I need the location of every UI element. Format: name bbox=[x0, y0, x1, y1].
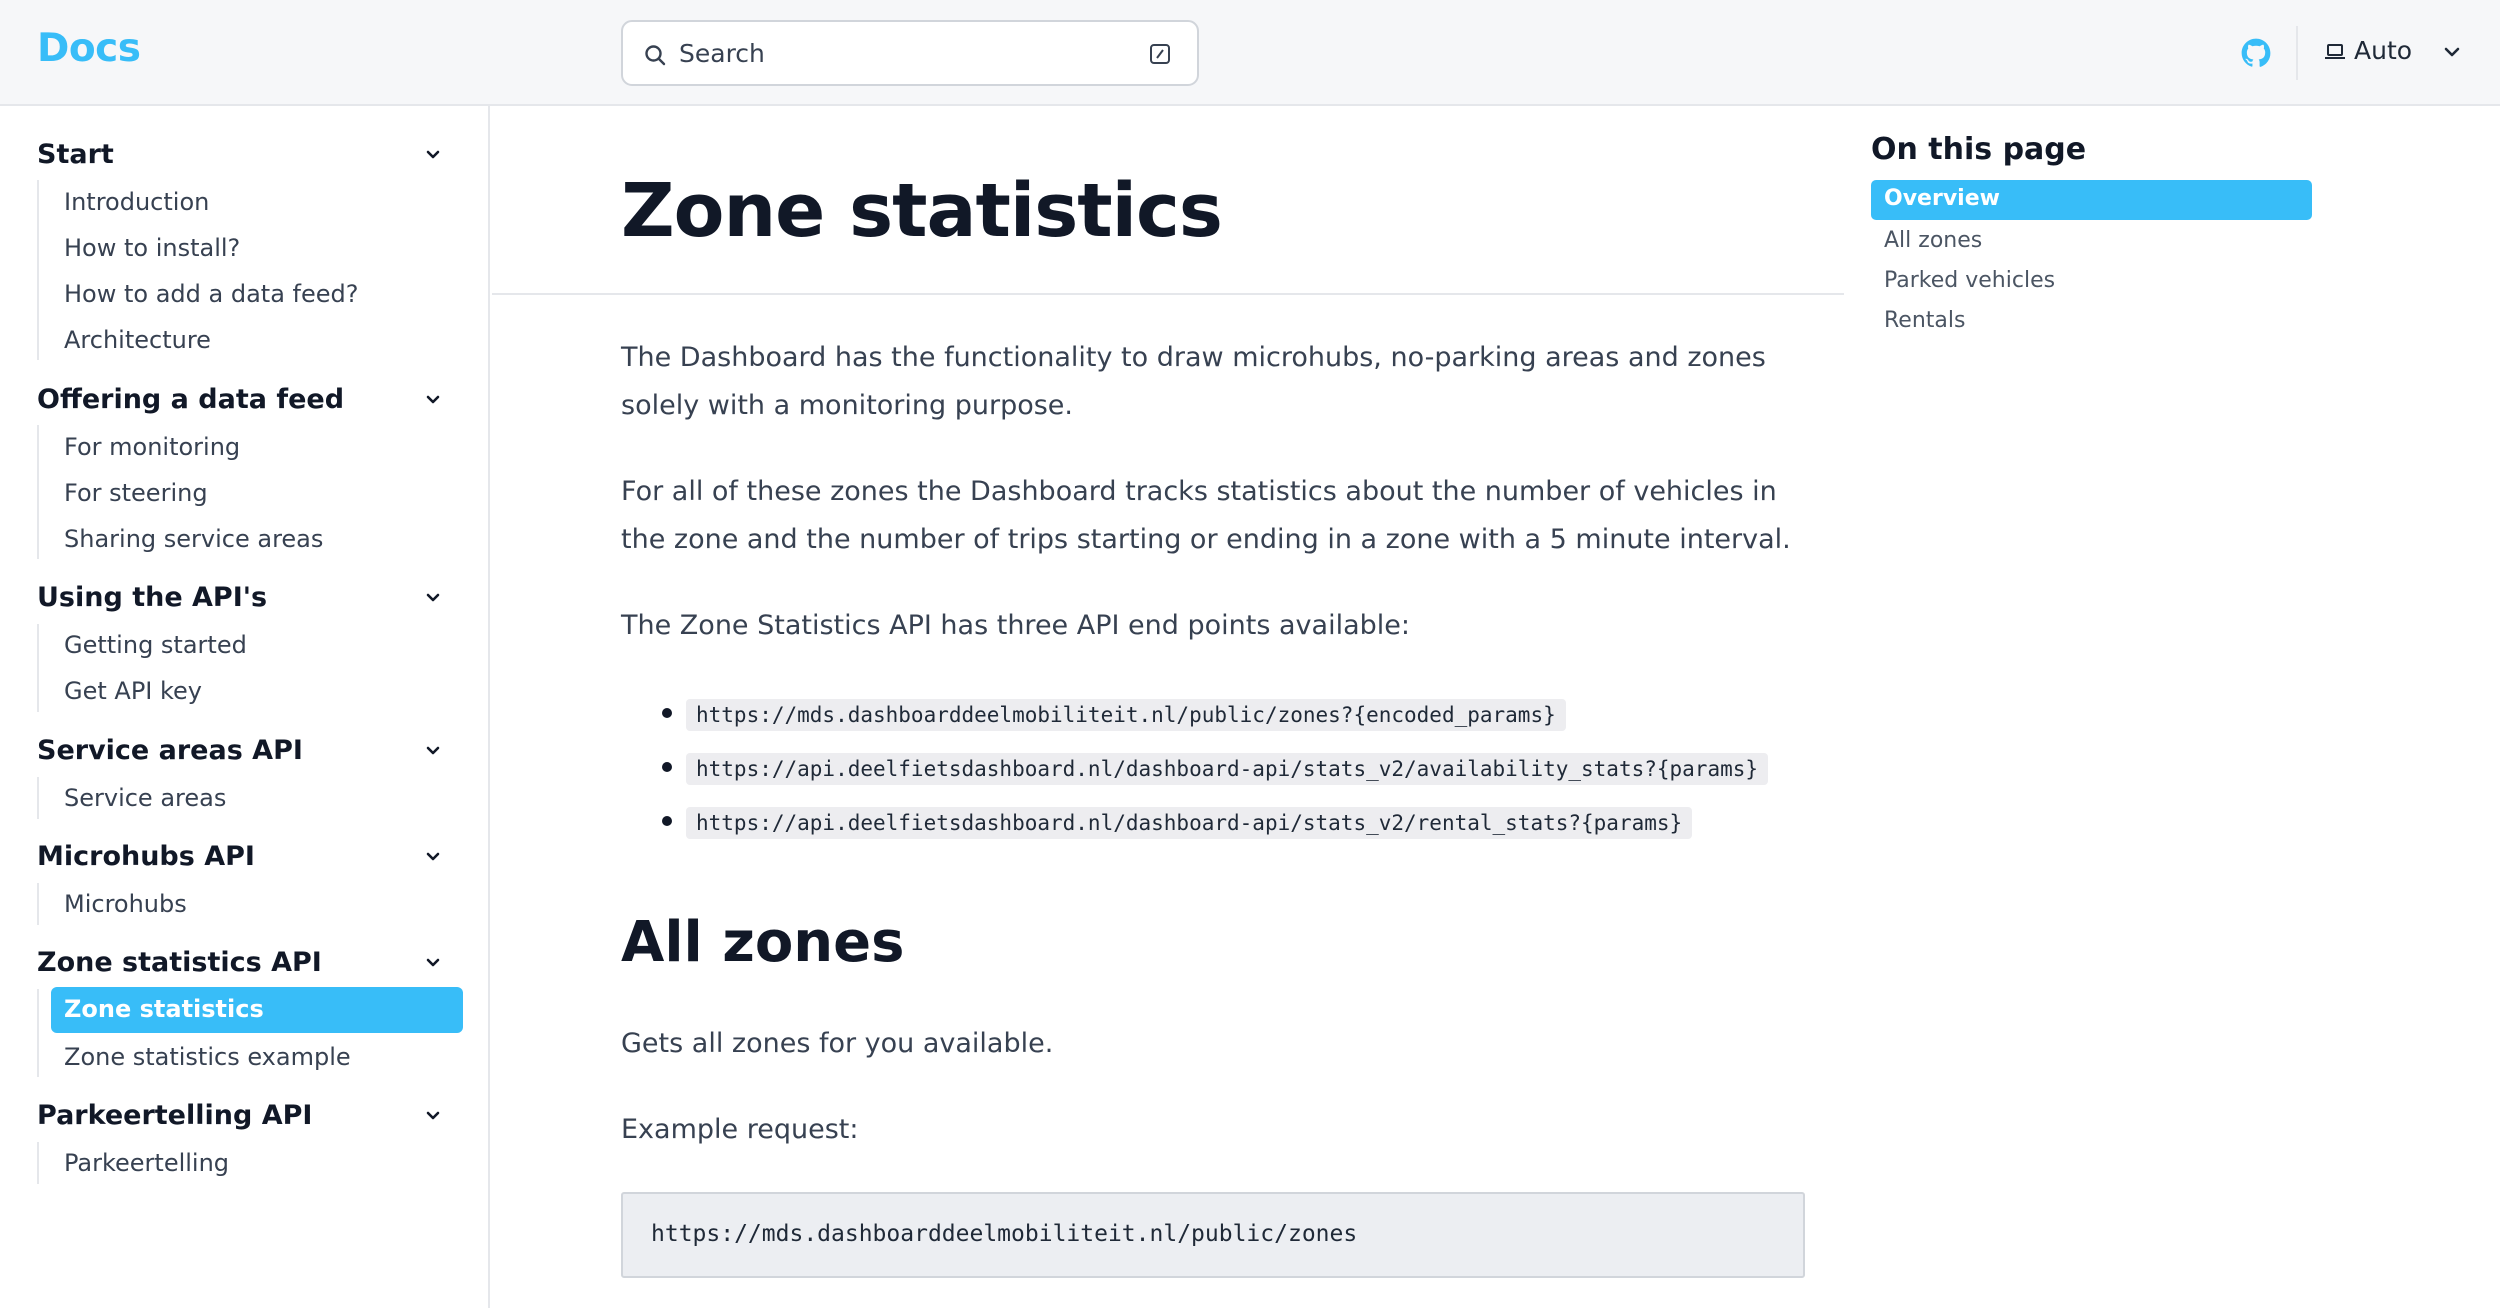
chevron-down-icon[interactable] bbox=[422, 1105, 444, 1127]
sidebar-item-for-monitoring[interactable]: For monitoring bbox=[64, 433, 241, 461]
endpoints-intro: The Zone Statistics API has three API end points available: bbox=[621, 610, 1410, 641]
github-icon[interactable] bbox=[2241, 38, 2271, 68]
sidebar-item-introduction[interactable]: Introduction bbox=[64, 188, 210, 216]
example-request-label: Example request: bbox=[621, 1114, 859, 1145]
search-placeholder: Search bbox=[679, 39, 765, 68]
list-bullet bbox=[662, 708, 672, 718]
chevron-down-icon[interactable] bbox=[422, 846, 444, 868]
intro-paragraph: The Dashboard has the functionality to draw microhubs, no-parking areas and zones solely with a monitoring purpose. bbox=[621, 342, 1766, 421]
all-zones-description: Gets all zones for you available. bbox=[621, 1028, 1054, 1059]
sidebar-item-getting-started[interactable]: Getting started bbox=[64, 631, 247, 659]
sidebar-section-microhubs-api[interactable]: Microhubs API bbox=[37, 841, 255, 872]
theme-label: Auto bbox=[2354, 36, 2413, 65]
example-code: https://mds.dashboarddeelmobiliteit.nl/public/zones bbox=[651, 1221, 1358, 1247]
chevron-down-icon[interactable] bbox=[422, 587, 444, 609]
section-rail bbox=[37, 777, 39, 819]
chevron-down-icon[interactable] bbox=[422, 144, 444, 166]
toc-item-parked-vehicles[interactable]: Parked vehicles bbox=[1884, 268, 2056, 293]
sidebar-section-offering-data-feed[interactable]: Offering a data feed bbox=[37, 384, 345, 415]
toc-item-all-zones[interactable]: All zones bbox=[1884, 228, 1983, 253]
endpoint-zones: https://mds.dashboarddeelmobiliteit.nl/public/zones?{encoded_params} bbox=[686, 699, 1566, 731]
header-divider bbox=[2296, 26, 2298, 80]
endpoint-rental-stats: https://api.deelfietsdashboard.nl/dashboard-api/stats_v2/rental_stats?{params} bbox=[686, 807, 1692, 839]
tracking-paragraph: For all of these zones the Dashboard tracks statistics about the number of vehicles in the zone and the number of trips starting or ending in a zone with a 5 minute interval. bbox=[621, 476, 1791, 555]
page-title: Zone statistics bbox=[621, 168, 1222, 254]
search-input[interactable] bbox=[621, 20, 1199, 86]
sidebar-section-parkeertelling-api[interactable]: Parkeertelling API bbox=[37, 1100, 313, 1131]
example-code-block[interactable] bbox=[621, 1192, 1805, 1278]
sidebar-item-sharing-service-areas[interactable]: Sharing service areas bbox=[64, 525, 324, 553]
chevron-down-icon[interactable] bbox=[422, 389, 444, 411]
sidebar-item-get-api-key[interactable]: Get API key bbox=[64, 677, 203, 705]
list-bullet bbox=[662, 762, 672, 772]
section-rail bbox=[37, 425, 39, 559]
title-divider bbox=[492, 293, 1844, 295]
endpoint-availability-stats: https://api.deelfietsdashboard.nl/dashboard-api/stats_v2/availability_stats?{params} bbox=[686, 753, 1768, 785]
theme-selector[interactable] bbox=[2322, 30, 2472, 74]
toc-title: On this page bbox=[1871, 132, 2087, 167]
docs-logo[interactable]: Docs bbox=[37, 26, 141, 71]
section-rail bbox=[37, 180, 39, 360]
list-bullet bbox=[662, 816, 672, 826]
chevron-down-icon bbox=[2442, 42, 2462, 62]
sidebar-item-parkeertelling[interactable]: Parkeertelling bbox=[64, 1149, 230, 1177]
sidebar-section-service-areas-api[interactable]: Service areas API bbox=[37, 735, 303, 766]
sidebar-item-zone-statistics[interactable] bbox=[51, 987, 463, 1033]
chevron-down-icon[interactable] bbox=[422, 740, 444, 762]
top-header bbox=[0, 0, 2500, 106]
sidebar-item-architecture[interactable]: Architecture bbox=[64, 326, 211, 354]
sidebar-item-how-to-add-data-feed[interactable]: How to add a data feed? bbox=[64, 280, 359, 308]
sidebar-section-using-apis[interactable]: Using the API's bbox=[37, 582, 268, 613]
toc-item-rentals[interactable]: Rentals bbox=[1884, 308, 1966, 333]
laptop-icon bbox=[2324, 42, 2346, 62]
sidebar-section-zone-statistics-api[interactable]: Zone statistics API bbox=[37, 947, 322, 978]
sidebar-item-zone-statistics-example[interactable]: Zone statistics example bbox=[64, 1043, 351, 1071]
sidebar-item-microhubs[interactable]: Microhubs bbox=[64, 890, 187, 918]
keyboard-shortcut-icon bbox=[1149, 43, 1171, 65]
chevron-down-icon[interactable] bbox=[422, 952, 444, 974]
section-rail bbox=[37, 883, 39, 925]
toc-item-overview[interactable] bbox=[1871, 180, 2312, 220]
sidebar-item-label: Zone statistics bbox=[64, 995, 264, 1023]
section-rail bbox=[37, 624, 39, 712]
sidebar-item-service-areas[interactable]: Service areas bbox=[64, 784, 227, 812]
sidebar-item-how-to-install[interactable]: How to install? bbox=[64, 234, 241, 262]
search-icon bbox=[643, 43, 667, 67]
section-heading-all-zones: All zones bbox=[621, 910, 905, 975]
toc-item-label: Overview bbox=[1884, 186, 2000, 211]
section-rail bbox=[37, 989, 39, 1077]
section-rail bbox=[37, 1142, 39, 1184]
sidebar-section-start[interactable]: Start bbox=[37, 139, 114, 170]
sidebar-item-for-steering[interactable]: For steering bbox=[64, 479, 208, 507]
